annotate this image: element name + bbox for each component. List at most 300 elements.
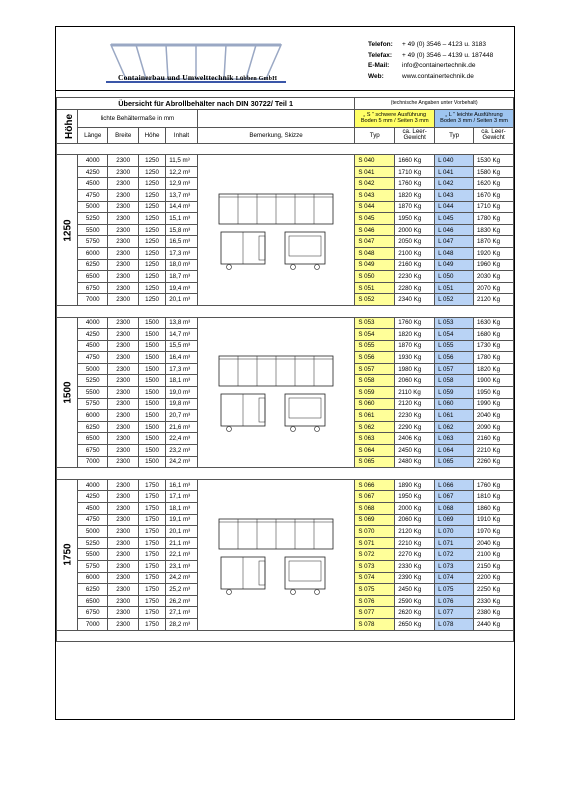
group-height-value: 1750 [62,543,74,566]
type-l: L 057 [435,363,474,375]
type-s: S 076 [355,595,395,607]
weight-s: 1890 Kg [395,479,435,491]
type-s: S 066 [355,479,395,491]
type-s: S 049 [355,259,395,271]
weight-s: 2110 Kg [395,387,435,399]
cell-laenge: 6500 [78,271,108,283]
letterhead [56,27,513,90]
separator-cell [57,468,514,480]
cell-breite: 2300 [108,398,138,410]
cell-hoehe: 1250 [138,271,165,283]
cell-hoehe: 1750 [138,572,165,584]
type-s: S 063 [355,433,395,445]
phone: + 49 (0) 3546 – 4123 u. 3183 [402,41,487,48]
cell-hoehe: 1750 [138,503,165,515]
web-link[interactable]: www.containertechnik.de [402,72,474,80]
cell-laenge: 4500 [78,340,108,352]
cell-inhalt: 12,9 m³ [166,178,198,190]
separator-cell [57,630,514,642]
group-height-label [57,317,78,468]
type-s: S 059 [355,387,395,399]
hoehe-header [57,109,78,143]
weight-l: 2100 Kg [473,549,513,561]
weight-s: 2060 Kg [395,514,435,526]
weight-l: 1730 Kg [473,340,513,352]
cell-laenge: 5250 [78,537,108,549]
cell-breite: 2300 [108,491,138,503]
cell-breite: 2300 [108,213,138,225]
weight-l: 1860 Kg [473,503,513,515]
type-l: L 071 [435,537,474,549]
cell-breite: 2300 [108,584,138,596]
cell-breite: 2300 [108,166,138,178]
cell-hoehe: 1750 [138,607,165,619]
weight-l: 1970 Kg [473,526,513,538]
cell-hoehe: 1500 [138,363,165,375]
type-l: L 055 [435,340,474,352]
weight-s: 1820 Kg [395,189,435,201]
container-sketch [213,188,339,272]
type-s: S 051 [355,282,395,294]
container-sketch [213,350,339,434]
type-l: L 077 [435,607,474,619]
weight-l: 1780 Kg [473,213,513,225]
type-s: S 074 [355,572,395,584]
cell-laenge: 6500 [78,595,108,607]
type-l: L 041 [435,166,474,178]
cell-breite: 2300 [108,271,138,283]
cell-inhalt: 17,1 m³ [166,491,198,503]
cell-inhalt: 17,3 m³ [166,363,198,375]
type-l: L 068 [435,503,474,515]
weight-l: 2440 Kg [473,618,513,630]
cell-hoehe: 1750 [138,584,165,596]
cell-hoehe: 1250 [138,213,165,225]
col-bemerkung: Bemerkung, Skizze [197,127,355,143]
sketch-cell [197,317,355,468]
weight-l: 2260 Kg [473,456,513,468]
type-s: S 043 [355,189,395,201]
col-hoehe: Höhe [138,127,165,143]
cell-laenge: 5000 [78,526,108,538]
cell-hoehe: 1750 [138,514,165,526]
weight-l: 1780 Kg [473,352,513,364]
cell-hoehe: 1500 [138,375,165,387]
weight-l: 1900 Kg [473,375,513,387]
weight-l: 2030 Kg [473,271,513,283]
blank-header [197,109,355,127]
type-s: S 061 [355,410,395,422]
cell-breite: 2300 [108,572,138,584]
weight-s: 2406 Kg [395,433,435,445]
weight-l: 2210 Kg [473,445,513,457]
weight-s: 1980 Kg [395,363,435,375]
cell-inhalt: 19,4 m³ [166,282,198,294]
cell-hoehe: 1500 [138,445,165,457]
cell-inhalt: 21,1 m³ [166,537,198,549]
s-variant-header [355,109,435,127]
weight-s: 2230 Kg [395,271,435,283]
type-s: S 050 [355,271,395,283]
type-s: S 068 [355,503,395,515]
type-l: L 048 [435,247,474,259]
cell-laenge: 5750 [78,236,108,248]
weight-s: 2230 Kg [395,410,435,422]
type-l: L 040 [435,155,474,167]
cell-laenge: 4750 [78,352,108,364]
cell-breite: 2300 [108,387,138,399]
cell-inhalt: 12,2 m³ [166,166,198,178]
group-separator [57,468,514,480]
cell-breite: 2300 [108,224,138,236]
cell-laenge: 6250 [78,421,108,433]
cell-hoehe: 1250 [138,178,165,190]
type-l: L 056 [435,352,474,364]
type-s: S 041 [355,166,395,178]
cell-hoehe: 1750 [138,549,165,561]
contact-block: Telefon: + 49 (0) 3546 – 4123 u. 3183 Telefax: + 49 (0) 3546 – 4139 u. 187448 E-Mail: info@containertechnik.de Web: www.containertechnik.de [368,41,494,80]
weight-l: 2040 Kg [473,410,513,422]
company-name: Containerbau und Umwelttechnik Lübben GmbH [118,73,278,82]
weight-l: 2150 Kg [473,560,513,572]
type-l: L 074 [435,572,474,584]
cell-breite: 2300 [108,537,138,549]
cell-laenge: 5250 [78,213,108,225]
cell-hoehe: 1250 [138,294,165,306]
cell-breite: 2300 [108,201,138,213]
divider [56,90,514,91]
hoehe-label: Höhe [64,113,75,139]
cell-laenge: 4250 [78,491,108,503]
cell-laenge: 6250 [78,584,108,596]
col-typ-l: Typ [435,127,474,143]
type-s: S 053 [355,317,395,329]
type-s: S 052 [355,294,395,306]
type-l: L 047 [435,236,474,248]
cell-laenge: 4500 [78,503,108,515]
weight-l: 1760 Kg [473,479,513,491]
weight-s: 2210 Kg [395,537,435,549]
weight-s: 2120 Kg [395,526,435,538]
weight-l: 1620 Kg [473,178,513,190]
cell-breite: 2300 [108,410,138,422]
type-s: S 057 [355,363,395,375]
container-sketch [213,513,339,597]
weight-s: 2340 Kg [395,294,435,306]
datasheet [55,26,515,720]
cell-breite: 2300 [108,479,138,491]
cell-breite: 2300 [108,363,138,375]
table-row [57,155,514,167]
type-l: L 058 [435,375,474,387]
title-row [57,98,514,110]
weight-l: 1920 Kg [473,247,513,259]
cell-breite: 2300 [108,595,138,607]
weight-s: 2390 Kg [395,572,435,584]
s-variant-title: „ S “ schwere Ausführung [363,112,427,119]
weight-l: 2200 Kg [473,572,513,584]
weight-s: 1820 Kg [395,329,435,341]
cell-breite: 2300 [108,294,138,306]
cell-breite: 2300 [108,503,138,515]
cell-breite: 2300 [108,514,138,526]
cell-hoehe: 1250 [138,247,165,259]
type-l: L 076 [435,595,474,607]
dims-header: lichte Behältermaße in mm [78,109,198,127]
cell-breite: 2300 [108,155,138,167]
type-s: S 055 [355,340,395,352]
cell-breite: 2300 [108,456,138,468]
cell-breite: 2300 [108,259,138,271]
cell-breite: 2300 [108,247,138,259]
cell-hoehe: 1500 [138,387,165,399]
col-gewicht-l: ca. Leer-Gewicht [473,127,513,143]
separator-cell [57,143,514,155]
cell-laenge: 4750 [78,189,108,201]
col-typ-s: Typ [355,127,395,143]
type-l: L 062 [435,421,474,433]
cell-inhalt: 22,1 m³ [166,549,198,561]
type-l: L 052 [435,294,474,306]
type-s: S 069 [355,514,395,526]
cell-inhalt: 16,5 m³ [166,236,198,248]
cell-breite: 2300 [108,607,138,619]
type-s: S 040 [355,155,395,167]
type-l: L 070 [435,526,474,538]
type-s: S 071 [355,537,395,549]
weight-l: 1960 Kg [473,259,513,271]
cell-inhalt: 22,4 m³ [166,433,198,445]
cell-laenge: 5750 [78,560,108,572]
type-l: L 072 [435,549,474,561]
weight-l: 1950 Kg [473,387,513,399]
type-l: L 050 [435,271,474,283]
weight-l: 1710 Kg [473,201,513,213]
column-header-row [57,127,514,143]
cell-laenge: 4000 [78,317,108,329]
cell-laenge: 6250 [78,259,108,271]
cell-laenge: 5500 [78,387,108,399]
type-s: S 054 [355,329,395,341]
type-s: S 070 [355,526,395,538]
container-table [56,97,514,642]
cell-laenge: 4500 [78,178,108,190]
email-link[interactable]: info@containertechnik.de [402,62,476,69]
weight-l: 1530 Kg [473,155,513,167]
weight-l: 1810 Kg [473,491,513,503]
cell-inhalt: 26,2 m³ [166,595,198,607]
cell-hoehe: 1250 [138,166,165,178]
cell-inhalt: 18,0 m³ [166,259,198,271]
cell-breite: 2300 [108,352,138,364]
weight-l: 1670 Kg [473,189,513,201]
cell-inhalt: 19,1 m³ [166,514,198,526]
cell-laenge: 4000 [78,155,108,167]
type-l: L 046 [435,224,474,236]
weight-s: 1870 Kg [395,201,435,213]
cell-laenge: 7000 [78,294,108,306]
weight-s: 1870 Kg [395,340,435,352]
table-row [57,317,514,329]
group-height-value: 1500 [62,381,74,404]
weight-s: 2480 Kg [395,456,435,468]
type-s: S 042 [355,178,395,190]
group-separator [57,305,514,317]
weight-l: 2070 Kg [473,282,513,294]
type-l: L 044 [435,201,474,213]
cell-inhalt: 21,6 m³ [166,421,198,433]
disclaimer-note: (technische Angaben unter Vorbehalt) [355,98,514,110]
weight-l: 2120 Kg [473,294,513,306]
cell-laenge: 4250 [78,329,108,341]
cell-hoehe: 1250 [138,236,165,248]
weight-s: 2270 Kg [395,549,435,561]
type-s: S 048 [355,247,395,259]
type-l: L 059 [435,387,474,399]
cell-inhalt: 27,1 m³ [166,607,198,619]
cell-hoehe: 1500 [138,352,165,364]
cell-inhalt: 18,1 m³ [166,375,198,387]
cell-inhalt: 18,7 m³ [166,271,198,283]
type-s: S 065 [355,456,395,468]
weight-l: 2250 Kg [473,584,513,596]
weight-s: 2120 Kg [395,398,435,410]
weight-s: 2330 Kg [395,560,435,572]
cell-breite: 2300 [108,375,138,387]
type-l: L 064 [435,445,474,457]
weight-s: 2050 Kg [395,236,435,248]
cell-laenge: 4750 [78,514,108,526]
cell-breite: 2300 [108,282,138,294]
type-l: L 049 [435,259,474,271]
cell-inhalt: 20,1 m³ [166,294,198,306]
cell-inhalt: 14,4 m³ [166,201,198,213]
table-title: Übersicht für Abrollbehälter nach DIN 30722/ Teil 1 [57,98,355,110]
cell-hoehe: 1750 [138,595,165,607]
cell-laenge: 5000 [78,363,108,375]
weight-s: 1660 Kg [395,155,435,167]
cell-breite: 2300 [108,560,138,572]
weight-s: 2160 Kg [395,259,435,271]
cell-inhalt: 25,2 m³ [166,584,198,596]
cell-hoehe: 1500 [138,410,165,422]
weight-l: 1870 Kg [473,236,513,248]
cell-inhalt: 28,2 m³ [166,618,198,630]
cell-hoehe: 1750 [138,560,165,572]
type-l: L 043 [435,189,474,201]
cell-laenge: 4250 [78,166,108,178]
cell-inhalt: 15,8 m³ [166,224,198,236]
type-l: L 051 [435,282,474,294]
cell-inhalt: 15,5 m³ [166,340,198,352]
cell-hoehe: 1500 [138,317,165,329]
type-s: S 060 [355,398,395,410]
weight-l: 1630 Kg [473,317,513,329]
weight-s: 2290 Kg [395,421,435,433]
type-l: L 065 [435,456,474,468]
cell-laenge: 6000 [78,247,108,259]
type-s: S 072 [355,549,395,561]
weight-l: 1820 Kg [473,363,513,375]
cell-inhalt: 24,2 m³ [166,456,198,468]
weight-s: 1760 Kg [395,178,435,190]
weight-s: 1710 Kg [395,166,435,178]
cell-breite: 2300 [108,526,138,538]
cell-inhalt: 19,0 m³ [166,387,198,399]
weight-l: 2160 Kg [473,433,513,445]
cell-inhalt: 23,2 m³ [166,445,198,457]
weight-l: 1990 Kg [473,398,513,410]
weight-s: 2060 Kg [395,375,435,387]
col-breite: Breite [108,127,138,143]
type-s: S 067 [355,491,395,503]
cell-laenge: 6750 [78,607,108,619]
type-s: S 044 [355,201,395,213]
type-s: S 047 [355,236,395,248]
type-l: L 066 [435,479,474,491]
cell-laenge: 5250 [78,375,108,387]
weight-s: 1950 Kg [395,491,435,503]
weight-l: 2380 Kg [473,607,513,619]
cell-hoehe: 1250 [138,201,165,213]
weight-s: 2280 Kg [395,282,435,294]
cell-inhalt: 24,2 m³ [166,572,198,584]
cell-breite: 2300 [108,549,138,561]
cell-breite: 2300 [108,329,138,341]
cell-hoehe: 1250 [138,224,165,236]
cell-laenge: 4000 [78,479,108,491]
type-l: L 067 [435,491,474,503]
type-l: L 053 [435,317,474,329]
type-l: L 042 [435,178,474,190]
cell-breite: 2300 [108,445,138,457]
cell-laenge: 5500 [78,224,108,236]
cell-laenge: 7000 [78,618,108,630]
cell-inhalt: 13,8 m³ [166,317,198,329]
weight-l: 2330 Kg [473,595,513,607]
cell-laenge: 5000 [78,201,108,213]
type-s: S 046 [355,224,395,236]
cell-inhalt: 20,1 m³ [166,526,198,538]
cell-inhalt: 18,1 m³ [166,503,198,515]
weight-s: 2100 Kg [395,247,435,259]
type-s: S 078 [355,618,395,630]
type-s: S 062 [355,421,395,433]
type-l: L 060 [435,398,474,410]
type-s: S 077 [355,607,395,619]
cell-inhalt: 17,3 m³ [166,247,198,259]
group-height-label [57,479,78,630]
l-variant-header [435,109,514,127]
type-s: S 064 [355,445,395,457]
weight-s: 1950 Kg [395,213,435,225]
weight-s: 2620 Kg [395,607,435,619]
type-s: S 073 [355,560,395,572]
group-separator [57,143,514,155]
weight-l: 1830 Kg [473,224,513,236]
type-s: S 058 [355,375,395,387]
sketch-cell [197,479,355,630]
cell-inhalt: 23,1 m³ [166,560,198,572]
cell-hoehe: 1750 [138,491,165,503]
cell-inhalt: 15,1 m³ [166,213,198,225]
type-l: L 078 [435,618,474,630]
cell-hoehe: 1750 [138,479,165,491]
cell-inhalt: 11,5 m³ [166,155,198,167]
type-l: L 075 [435,584,474,596]
cell-inhalt: 16,1 m³ [166,479,198,491]
cell-breite: 2300 [108,618,138,630]
